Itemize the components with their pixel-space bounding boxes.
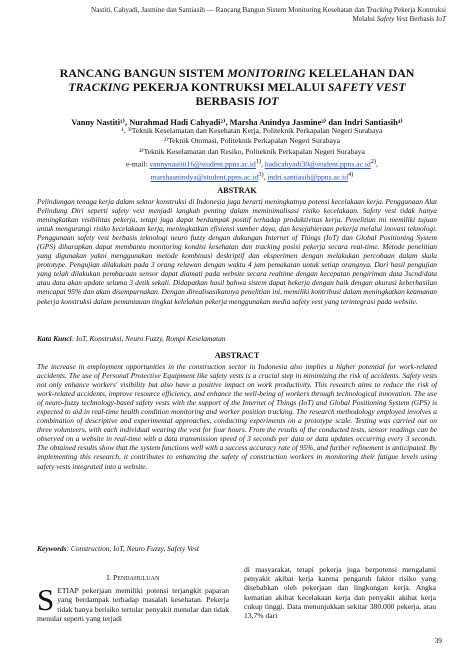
page-number: 39 [434, 636, 442, 645]
affiliation-2: ²⁾Teknik Otomasi, Politeknik Perkapalan Negeri Surabaya [163, 136, 341, 146]
kata-kunci: Kata Kunci: IoT, Konstruksi, Neuro Fuzzy, Rompi Keselamatan [37, 334, 226, 343]
affiliation-1: ¹, ³⁾Teknik Keselamatan dan Kesehatan Kerja, Politeknik Perkapalan Negeri Surabaya [121, 126, 383, 135]
abstract-body: The increase in employment opportunities in the construction sector in Indonesia also implies a higher potential for work-related accidents. The use of Personal Protective Equipment like safety vests is a crucial step in minimizing the risk of accidents. Safety vests not only enhance workers' visibility but also have a positive impact on work productivity. This research aims to reduce the risk of work-related accidents, improve resource efficiency, and enhance the well-being of workers through technological innovation. The use of neuro-fuzzy technology-based safety vests with the support of the Internet of Things (IoT) and Global Positioning System (GPS) is expected to aid in real-time health condition monitoring and worker position tracking. The research methodology employed involves a combination of descriptive and experimental approaches, conducting experiments on a prototype scale. Testing was carried out on three volunteers, with each individual wearing the vest for four hours. From the results of the conducted tests, sensor readings can be observed on a website in real-time with a data transmission speed of 3 seconds per data or data updates occurring every 3 seconds. The obtained results show that the system functions well with a success accuracy rate of 95%, and further refinement is anticipated. By implementing this research, it contributes to enhancing the safety of construction workers in monitoring their fatigue levels using safety vests integrated into a website. [37, 362, 437, 471]
email-link-1[interactable]: vannynastiti16@student.ppns.ac.id [149, 159, 256, 169]
abstrak-heading: ABSTRAK [217, 186, 257, 195]
affiliations [60, 126, 444, 183]
author-list: Vanny Nastiti¹⁾, Nurahmad Hadi Cahyadi²⁾, Marsha Anindya Jasmine³⁾ dan Indri Santiasih⁴⁾ [71, 118, 403, 127]
running-header [32, 6, 446, 24]
email-link-4[interactable]: indri.santiasih@ppns.ac.id [267, 172, 348, 182]
running-header-line-1: Nastiti, Cahyadi, Jasmine dan Santiasih — Rancang Bangun Sistem Monitoring Kesehatan dan Tracking Pekerja Kontruksi [91, 6, 446, 14]
email-link-3[interactable]: marshaanindya@student.ppns.ac.id [150, 172, 259, 182]
paper-title: RANCANG BANGUN SISTEM MONITORING KELELAHAN DAN TRACKING PEKERJA KONTRUKSI MELALUI SAFETY VEST BERBASIS IOT [59, 66, 415, 108]
keywords: Keywords: Construction, IoT, Neuro Fuzzy, Safety Vest [37, 544, 199, 553]
intro-left-text: ETIAP pekerjaan memiliki potensi terjangkit paparan yang berdampak terhadap masalah kesehatan. Pekerja tidak hanya berisiko tertular penyakit menular dan tidak menular seperti yang terjadi [37, 586, 229, 623]
abstrak-body: Pelindungan tenaga kerja dalam sektor konstruksi di Indonesia juga berarti meningkatnya potensi kecelakaan kerja. Penggunaan Alat Pelindung Diri seperti safety vest menjadi langkah penting dalam meminimalisasi risiko kecelakaan. Safety vest tidak hanya meningkatkan visibilitas pekerja, tetapi juga dapat berdampak positif terhadap produktivitas kerja. Penelitian ini memiliki tujuan untuk mengurangi risiko kecelakaan kerja, meningkatkan efisiensi sumber daya, dan kesejahteraan pekerja melalui inovasi teknologi. Penggunaan safety vest berbasis teknologi neuro fuzzy dengan dukungan Internet of Things (IoT) dan Global Positioning System (GPS) diharapkan dapat membantu monitoring kondisi kesehatan dan tracking posisi pekerja secara real-time. Metode penelitian yang digunakan yakni menggunakan metode kombinasi deskriptif dan eksperimen dengan melakukan percobaan dalam skala prototype. Pengujian dilakukan pada 3 orang relawan dengan waktu 4 jam pemakaian untuk setiap orangnya. Dari hasil pengujian yang telah dilakukan pembacaan sensor dapat diamati pada website secara realtime dengan kecepatan pengiriman data 3scnd/data atau data akan update selama 3 detik sekali. Didapatkan hasil bahwa sistem dapat bekerja dengan baik dengan akurasi keberhasilan mencapai 95% dan akan disempurnakan. Dengan direalisasikannya penelitian ini, memiliki kontribusi dalam meningkatkan keamanan pekerja konstruksi dalam pemantauan tingkat kelelahan pekerja menggunakan media safety vest yang terintegrasi pada website. [37, 197, 437, 306]
running-header-line-2: Melalui Safety Vest Berbasis IoT [352, 15, 446, 23]
intro-right-column: di masyarakat, tetapi pekerja juga berpotensi mengalami penyakit akibat kerja karena pengaruh faktor risiko yang disebabkan oleh pekerjaan dan lingkungan kerja. Angka kematian akibat kecelakaan kerja dan penyakit akibat kerja cukup tinggi. Data menunjukkan sekitar 380.000 pekerja, atau 13,7% dari [244, 565, 436, 621]
dropcap-letter: S [37, 582, 55, 618]
intro-left-column [37, 573, 229, 623]
email-line-2: $marshaanindya@student.ppns.ac.id^{3)}$, $indri.santiasih@ppns.ac.id^{4)}$ [150, 171, 354, 182]
intro-heading: I. PENDAHULUAN [106, 573, 160, 582]
abstract-heading: ABSTRACT [214, 351, 260, 360]
affiliation-3: ⁴⁾Teknik Keselamatan dan Resiko, Politeknik Perkapalan Negeri Surabaya [139, 146, 365, 156]
email-line: e-mail: $vannynastiti16@student.ppns.ac.id^{1)}$, $hadicahyadi30@student.ppns.ac.id^{2)}$, [126, 158, 378, 169]
email-link-2[interactable]: hadicahyadi30@student.ppns.ac.id [264, 159, 371, 169]
